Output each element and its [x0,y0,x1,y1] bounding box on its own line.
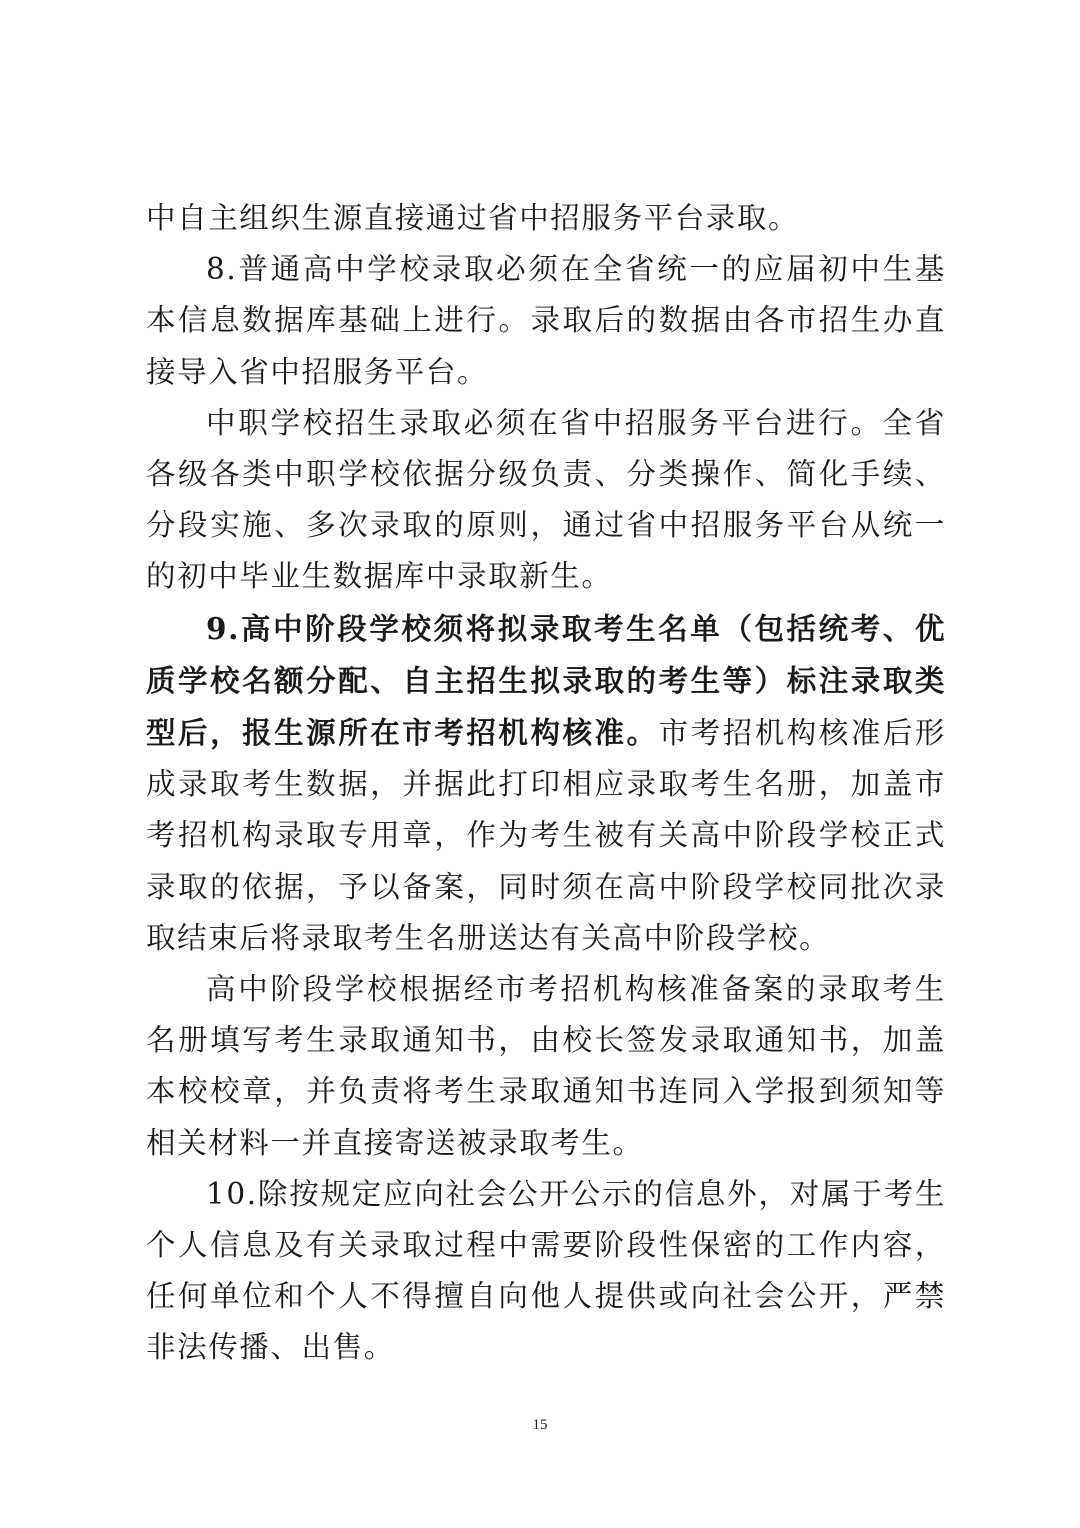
paragraph-continuation: 中自主组织生源直接通过省中招服务平台录取。 [146,201,800,235]
paragraph-item-9-bold-lead: 9.高中阶段学校须将拟录取考生名单（包括统考、优质学校名额分配、自主招生拟录取的考生等）标注录取类型后，报生源所在市考招机构核准。 [146,610,946,751]
paragraph-vocational-admission: 中职学校招生录取必须在省中招服务平台进行。全省各级各类中职学校依据分级负责、分类操作、简化手续、分段实施、多次录取的原则，通过省中招服务平台从统一的初中毕业生数据库中录取新生。 [146,405,946,594]
paragraph-admission-notice: 高中阶段学校根据经市考招机构核准备案的录取考生名册填写考生录取通知书，由校长签发录取通知书，加盖本校校章，并负责将考生录取通知书连同入学报到须知等相关材料一并直接寄送被录取考生。 [146,972,946,1160]
page-number: 15 [532,1417,548,1433]
paragraph-item-9-body: 市考招机构核准后形成录取考生数据，并据此打印相应录取考生名册，加盖市考招机构录取专用章，作为考生被有关高中阶段学校正式录取的依据，予以备案，同时须在高中阶段学校同批次录取结束后将录取考生名册送达有关高中阶段学校。 [146,716,946,955]
paragraph-item-8: 8.普通高中学校录取必须在全省统一的应届初中生基本信息数据库基础上进行。录取后的数据由各市招生办直接导入省中招服务平台。 [146,252,946,389]
document-body [146,193,946,1374]
paragraph-item-10: 10.除按规定应向社会公开公示的信息外，对属于考生个人信息及有关录取过程中需要阶段性保密的工作内容，任何单位和个人不得擅自向他人提供或向社会公开，严禁非法传播、出售。 [146,1176,946,1365]
paragraph-item-9 [146,603,946,964]
